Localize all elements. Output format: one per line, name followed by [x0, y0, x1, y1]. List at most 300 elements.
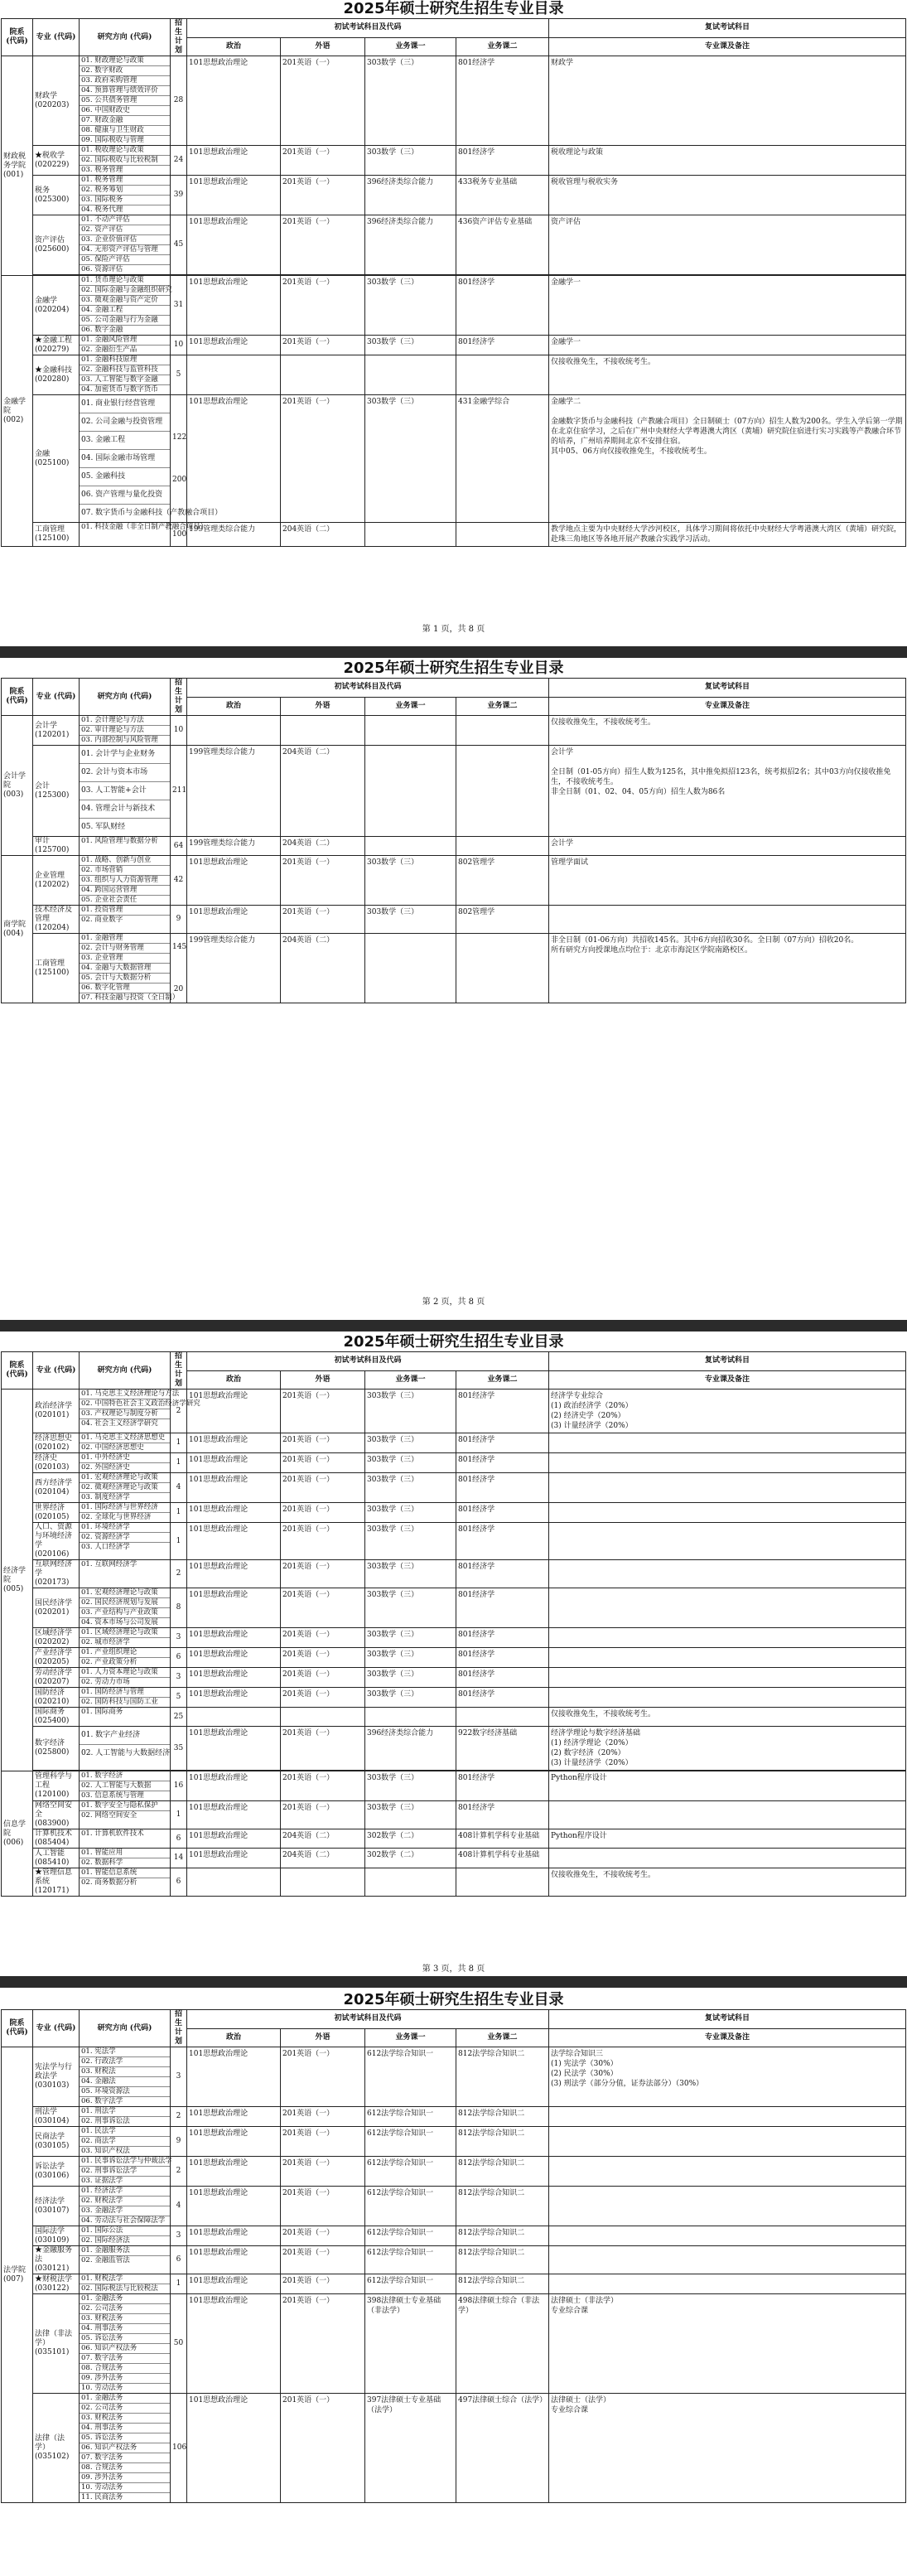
plan-value: 24	[173, 156, 184, 164]
retest-notes-cell: Python程序设计	[549, 1771, 906, 1801]
major-header: 专业 (代码)	[33, 2010, 80, 2047]
subject-one-cell: 303数学（三）	[365, 1771, 456, 1801]
page-separator	[0, 646, 907, 658]
direction-cell	[80, 1588, 171, 1628]
direction-item: 07. 科技金融与投资（全日制）	[81, 993, 180, 1002]
foreign-language-cell	[281, 1708, 365, 1727]
retest-subjects-header: 复试考试科目	[549, 2010, 906, 2029]
foreign-language-cell: 201英语（一）	[281, 1473, 365, 1503]
politics-header: 政治	[187, 697, 281, 716]
retest-notes-cell: 金融学一	[549, 276, 906, 336]
politics-cell: 101思想政治理论	[187, 2274, 281, 2294]
foreign-language-cell: 201英语（一）	[281, 1453, 365, 1473]
subject-one-cell: 303数学（三）	[365, 1523, 456, 1560]
plan-cell	[171, 146, 187, 176]
subject-two-cell: 801经济学	[456, 1473, 549, 1503]
retest-notes-cell: 仅接收推免生，不接收统考生。	[549, 716, 906, 746]
foreign-language-cell: 204英语（二）	[281, 1849, 365, 1868]
plan-value: 9	[176, 915, 181, 923]
plan-cell	[171, 2246, 187, 2274]
direction-cell	[80, 1523, 171, 1560]
direction-item: 01. 互联网经济学	[81, 1560, 137, 1568]
direction-item: 01. 金融科技原理	[80, 355, 170, 365]
subject-one-cell: 303数学（三）	[365, 1688, 456, 1708]
direction-item: 02. 国民经济规划与发展	[80, 1598, 170, 1608]
table-row	[2, 837, 906, 856]
major-cell: 会计 (125300)	[33, 746, 80, 837]
foreign-language-cell: 201英语（一）	[281, 1433, 365, 1453]
page-footer: 第 1 页，共 8 页	[422, 625, 485, 634]
retest-notes-cell	[549, 1453, 906, 1473]
direction-item: 01. 中外经济史	[80, 1453, 170, 1463]
subject-two-cell: 433税务专业基础	[456, 176, 549, 215]
direction-item: 04. 刑事法务	[80, 2324, 170, 2334]
direction-item: 05. 公共债务管理	[80, 96, 170, 106]
subject-one-cell: 612法学综合知识一	[365, 2127, 456, 2157]
direction-cell	[80, 1473, 171, 1503]
table-row	[2, 2246, 906, 2274]
plan-value: 122	[172, 433, 187, 442]
direction-cell	[80, 276, 171, 336]
subject-one-cell: 302数学（二）	[365, 1849, 456, 1868]
retest-notes-cell	[549, 2226, 906, 2246]
direction-item: 02. 税务筹划	[80, 186, 170, 196]
subject-one-cell	[365, 1868, 456, 1897]
plan-cell	[171, 395, 187, 523]
plan-cell	[171, 1560, 187, 1588]
table-row	[2, 1727, 906, 1771]
foreign-language-cell	[281, 716, 365, 746]
foreign-language-cell: 201英语（一）	[281, 1389, 365, 1433]
politics-cell: 101思想政治理论	[187, 1849, 281, 1868]
plan-cell	[171, 1433, 187, 1453]
direction-item: 02. 金融科技与监管科技	[80, 365, 170, 375]
direction-item: 01. 产业组织理论	[80, 1648, 170, 1658]
direction-item: 02. 国防科技与国防工业	[81, 1698, 158, 1706]
politics-cell: 199管理类综合能力	[187, 934, 281, 1003]
direction-item: 01. 数字经济	[80, 1771, 170, 1781]
direction-item: 06. 资产管理与量化投资	[80, 486, 170, 505]
major-cell: 国防经济 (020210)	[33, 1688, 80, 1708]
major-cell: 网络空间安全 (083900)	[33, 1801, 80, 1829]
foreign-language-cell: 201英语（一）	[281, 395, 365, 523]
direction-item: 05. 企业社会责任	[81, 896, 137, 904]
subject-one-cell: 612法学综合知识一	[365, 2047, 456, 2107]
college-cell: 会计学院 (003)	[2, 716, 33, 856]
direction-item: 03. 政府采购管理	[80, 76, 170, 86]
direction-item: 04. 税务代理	[81, 205, 123, 214]
retest-notes-cell	[549, 2187, 906, 2226]
plan-cell	[171, 276, 187, 336]
direction-cell	[80, 2394, 171, 2503]
subject-two-cell	[456, 716, 549, 746]
subject-one-cell: 303数学（三）	[365, 146, 456, 176]
subject-two-cell: 408计算机学科专业基础	[456, 1829, 549, 1849]
table-row	[2, 2187, 906, 2226]
retest-notes-cell: 经济学理论与数字经济基础 (1) 经济学理论（20%） (2) 数字经济（20%） (3) 计量经济学（20%）	[549, 1727, 906, 1771]
exam-subjects-header: 初试考试科目及代码	[187, 1352, 549, 1371]
subject-one-cell: 303数学（三）	[365, 1588, 456, 1628]
retest-notes-cell	[549, 1433, 906, 1453]
table-row	[2, 146, 906, 176]
direction-cell	[80, 2157, 171, 2187]
college-header: 院系 (代码)	[2, 679, 33, 716]
foreign-language-cell: 201英语（一）	[281, 1771, 365, 1801]
retest-notes-cell	[549, 1688, 906, 1708]
plan-value: 3	[176, 2072, 181, 2081]
major-cell: ★管理信息系统 (120171)	[33, 1868, 80, 1897]
subject-one-cell: 612法学综合知识一	[365, 2226, 456, 2246]
direction-item: 04. 加密货币与数字货币	[81, 385, 158, 394]
major-cell: 区域经济学 (020202)	[33, 1628, 80, 1648]
direction-item: 04. 社会主义经济学研究	[81, 1419, 158, 1428]
plan-value: 35	[173, 1743, 184, 1752]
plan-value-2: 200	[172, 475, 187, 484]
subject-two-cell: 801经济学	[456, 1560, 549, 1588]
catalog-page-3	[0, 1333, 907, 1976]
direction-item: 05. 会计与大数据分析	[80, 974, 170, 984]
subject-one-cell	[365, 716, 456, 746]
direction-item: 03. 国际税务	[80, 196, 170, 205]
college-cell: 经济学院 (005)	[2, 1389, 33, 1771]
catalog-table	[1, 18, 906, 547]
plan-value: 211	[172, 786, 187, 795]
subject-two-cell: 801经济学	[456, 1453, 549, 1473]
exam-subjects-header: 初试考试科目及代码	[187, 679, 549, 698]
direction-item: 06. 资源评估	[81, 265, 123, 273]
direction-item: 01. 金融法务	[80, 2394, 170, 2404]
subject-one-cell: 612法学综合知识一	[365, 2157, 456, 2187]
major-cell: 人口、资源与环境经济学 (020106)	[33, 1523, 80, 1560]
subject-one-cell: 303数学（三）	[365, 1503, 456, 1523]
foreign-language-cell: 204英语（二）	[281, 1829, 365, 1849]
foreign-language-cell: 201英语（一）	[281, 2107, 365, 2127]
direction-item: 02. 城市经济学	[81, 1638, 130, 1646]
subject-one-cell: 303数学（三）	[365, 1560, 456, 1588]
foreign-language-header: 外语	[281, 2028, 365, 2047]
direction-cell	[80, 176, 171, 215]
plan-cell	[171, 2394, 187, 2503]
direction-item: 02. 会计与资本市场	[80, 764, 170, 782]
major-cell: 互联网经济学 (020173)	[33, 1560, 80, 1588]
direction-item: 06. 数字法学	[81, 2097, 123, 2105]
retest-notes-cell: 仅接收推免生，不接收统考生。	[549, 1708, 906, 1727]
direction-cell	[80, 1648, 171, 1668]
major-cell: 政治经济学 (020101)	[33, 1389, 80, 1433]
major-cell: 金融 (025100)	[33, 395, 80, 523]
major-cell: 诉讼法学 (030106)	[33, 2157, 80, 2187]
subject-one-cell: 303数学（三）	[365, 1453, 456, 1473]
plan-value: 14	[173, 1853, 184, 1862]
foreign-language-cell: 201英语（一）	[281, 2226, 365, 2246]
direction-item: 03. 产业结构与产业政策	[80, 1608, 170, 1618]
foreign-language-cell: 201英语（一）	[281, 1503, 365, 1523]
major-cell: 法律（法学） (035102)	[33, 2394, 80, 2503]
table-row	[2, 1801, 906, 1829]
direction-item: 09. 涉外法务	[80, 2374, 170, 2384]
foreign-language-cell: 201英语（一）	[281, 2157, 365, 2187]
subject-two-cell: 801经济学	[456, 276, 549, 336]
direction-header: 研究方向 (代码)	[80, 2010, 171, 2047]
table-row	[2, 1668, 906, 1688]
retest-notes-cell	[549, 2127, 906, 2157]
direction-header: 研究方向 (代码)	[80, 1352, 171, 1389]
politics-cell: 101思想政治理论	[187, 1560, 281, 1588]
politics-cell: 101思想政治理论	[187, 276, 281, 336]
subject-two-cell: 431金融学综合	[456, 395, 549, 523]
college-header: 院系 (代码)	[2, 19, 33, 56]
direction-item: 02. 全球化与世界经济	[81, 1513, 152, 1521]
direction-cell	[80, 1727, 171, 1771]
direction-item: 04. 金融法	[80, 2077, 170, 2087]
major-cell: 国际法学 (030109)	[33, 2226, 80, 2246]
plan-value: 2	[176, 2167, 181, 2175]
politics-cell: 101思想政治理论	[187, 2394, 281, 2503]
direction-item: 02. 公司法务	[80, 2304, 170, 2314]
retest-notes-cell: 金融学二 金融数字货币与金融科技（产教融合项目）全日制硕士（07方向）招生人数为200名。学生入学后第一学期在北京住宿学习，之后在广州中央财经大学粤港澳大湾区（黄埔）研究院住宿进行实习实践等产教融合环节的培养，广州培养期间北京不安排住宿。 其中05、06方向仅接收推免生，不接收统考生。	[549, 395, 906, 523]
direction-cell	[80, 1868, 171, 1897]
direction-item: 01. 宪法学	[80, 2047, 170, 2057]
politics-cell: 101思想政治理论	[187, 176, 281, 215]
direction-cell	[80, 1560, 171, 1588]
subject-one-cell: 303数学（三）	[365, 276, 456, 336]
foreign-language-cell: 201英语（一）	[281, 856, 365, 906]
college-cell: 信息学院 (006)	[2, 1771, 33, 1897]
page-title: 2025年硕士研究生招生专业目录	[343, 1991, 564, 2008]
plan-cell	[171, 2127, 187, 2157]
direction-item: 01. 金融服务法	[80, 2246, 170, 2256]
politics-cell: 101思想政治理论	[187, 1453, 281, 1473]
plan-cell	[171, 1829, 187, 1849]
subject-two-cell: 801经济学	[456, 336, 549, 355]
subject-two-cell: 801经济学	[456, 56, 549, 146]
subject-two-cell: 922数字经济基础	[456, 1727, 549, 1771]
direction-item: 04. 管理会计与新技术	[80, 800, 170, 819]
subject-two-cell: 801经济学	[456, 1688, 549, 1708]
politics-cell: 101思想政治理论	[187, 906, 281, 934]
direction-item: 08. 合规法务	[80, 2463, 170, 2473]
table-row	[2, 1503, 906, 1523]
plan-cell	[171, 56, 187, 146]
subject-one-cell: 303数学（三）	[365, 1668, 456, 1688]
table-row	[2, 1389, 906, 1433]
plan-value: 145	[172, 942, 187, 951]
college-cell: 财政税务学院 (001)	[2, 56, 33, 276]
foreign-language-cell: 201英语（一）	[281, 1668, 365, 1688]
plan-cell	[171, 1801, 187, 1829]
direction-item: 11. 民商法务	[81, 2493, 123, 2501]
retest-notes-cell: 仅接收推免生，不接收统考生。	[549, 355, 906, 395]
plan-value: 16	[173, 1781, 184, 1790]
subject-one-cell: 303数学（三）	[365, 1628, 456, 1648]
politics-cell: 101思想政治理论	[187, 395, 281, 523]
plan-header: 招生计划	[171, 19, 187, 56]
foreign-language-cell: 201英语（一）	[281, 1628, 365, 1648]
direction-item: 02. 金融衍生产品	[81, 346, 137, 354]
direction-item: 04. 金融工程	[80, 306, 170, 316]
direction-cell	[80, 2246, 171, 2274]
direction-item: 01. 刑法学	[80, 2107, 170, 2117]
direction-item: 08. 健康与卫生财政	[80, 126, 170, 136]
politics-cell: 101思想政治理论	[187, 2157, 281, 2187]
plan-cell	[171, 1503, 187, 1523]
subject-two-cell: 812法学综合知识二	[456, 2187, 549, 2226]
politics-cell: 101思想政治理论	[187, 1648, 281, 1668]
subject-two-cell: 801经济学	[456, 1433, 549, 1453]
subject-two-cell: 802管理学	[456, 906, 549, 934]
retest-notes-cell	[549, 906, 906, 934]
direction-item: 01. 会计学与企业财务	[80, 746, 170, 764]
direction-item: 01. 国际经济与世界经济	[80, 1503, 170, 1513]
direction-item: 05. 环境资源法	[80, 2087, 170, 2097]
direction-item: 03. 企业管理	[80, 954, 170, 964]
plan-cell	[171, 355, 187, 395]
direction-item: 01. 智能信息系统	[80, 1868, 170, 1878]
politics-cell: 101思想政治理论	[187, 1473, 281, 1503]
politics-cell	[187, 716, 281, 746]
subject-one-cell	[365, 523, 456, 547]
direction-item: 02. 商业数字	[81, 916, 123, 924]
table-row	[2, 2127, 906, 2157]
table-row	[2, 2226, 906, 2246]
major-header: 专业 (代码)	[33, 19, 80, 56]
direction-item: 01. 不动产评估	[80, 215, 170, 225]
subject-two-cell: 801经济学	[456, 1389, 549, 1433]
subject-two-header: 业务课二	[456, 2028, 549, 2047]
politics-cell: 101思想政治理论	[187, 1433, 281, 1453]
direction-cell	[80, 1453, 171, 1473]
table-row	[2, 395, 906, 523]
direction-item: 01. 国际商务	[81, 1708, 123, 1716]
exam-subjects-header: 初试考试科目及代码	[187, 19, 549, 38]
retest-notes-cell: 法学综合知识三 (1) 宪法学（30%） (2) 民法学（30%） (3) 刑法学（部分分值，证券法部分）（30%）	[549, 2047, 906, 2107]
retest-notes-cell	[549, 2157, 906, 2187]
major-cell: ★金融工程 (020279)	[33, 336, 80, 355]
direction-item: 01. 金融管理	[80, 934, 170, 944]
retest-notes-header: 专业课及备注	[549, 1370, 906, 1389]
direction-item: 07. 数字货币与金融科技（产教融合项目）	[81, 509, 223, 517]
plan-cell	[171, 716, 187, 746]
politics-cell: 101思想政治理论	[187, 1727, 281, 1771]
catalog-table	[1, 678, 906, 1003]
politics-cell: 101思想政治理论	[187, 2107, 281, 2127]
major-cell: 国际商务 (025400)	[33, 1708, 80, 1727]
subject-one-cell: 398法律硕士专业基础（非法学）	[365, 2294, 456, 2394]
subject-one-cell	[365, 837, 456, 856]
direction-item: 01. 智能应用	[80, 1849, 170, 1858]
retest-notes-header: 专业课及备注	[549, 697, 906, 716]
table-row	[2, 2274, 906, 2294]
table-row	[2, 906, 906, 934]
major-cell: 经济史 (020103)	[33, 1453, 80, 1473]
table-row	[2, 746, 906, 837]
plan-value: 10	[173, 726, 184, 734]
direction-cell	[80, 215, 171, 275]
direction-item: 01. 马克思主义经济理论与方法	[81, 1389, 180, 1398]
direction-item: 01. 人力资本理论与政策	[80, 1668, 170, 1678]
table-row	[2, 2294, 906, 2394]
major-cell: 数字经济 (025800)	[33, 1727, 80, 1771]
retest-notes-header: 专业课及备注	[549, 37, 906, 56]
direction-item: 03. 信息系统与管理	[81, 1791, 144, 1800]
retest-notes-cell	[549, 1560, 906, 1588]
direction-item: 03. 人工智能+会计	[80, 782, 170, 800]
table-row	[2, 1688, 906, 1708]
direction-item: 09. 国际税收与管理	[81, 136, 144, 144]
direction-cell	[80, 56, 171, 146]
direction-cell	[80, 1389, 200, 1433]
direction-item: 01. 税收理论与政策	[80, 146, 170, 156]
direction-item: 02. 劳动力市场	[81, 1678, 130, 1686]
direction-item: 04. 刑事法务	[80, 2424, 170, 2433]
direction-item: 01. 金融风险管理	[80, 336, 170, 346]
major-cell: 民商法学 (030105)	[33, 2127, 80, 2157]
table-row	[2, 1523, 906, 1560]
major-cell: 刑法学 (030104)	[33, 2107, 80, 2127]
politics-cell: 199管理类综合能力	[187, 837, 281, 856]
subject-one-cell	[365, 746, 456, 837]
catalog-table	[1, 1351, 906, 1897]
subject-one-cell: 303数学（三）	[365, 1648, 456, 1668]
subject-one-cell	[365, 355, 456, 395]
foreign-language-header: 外语	[281, 37, 365, 56]
subject-two-cell: 498法律硕士综合（非法学）	[456, 2294, 549, 2394]
plan-value-2: 20	[173, 984, 184, 993]
retest-subjects-header: 复试考试科目	[549, 1352, 906, 1371]
direction-item: 03. 金融法学	[80, 2206, 170, 2216]
direction-item: 02. 国际税收与比较税制	[80, 156, 170, 166]
foreign-language-cell: 201英语（一）	[281, 1688, 365, 1708]
foreign-language-cell: 201英语（一）	[281, 2047, 365, 2107]
exam-subjects-header: 初试考试科目及代码	[187, 2010, 549, 2029]
college-cell: 金融学院 (002)	[2, 276, 33, 547]
major-cell: 技术经济及管理 (120204)	[33, 906, 80, 934]
major-cell: 金融学 (020204)	[33, 276, 80, 336]
plan-cell	[171, 1771, 187, 1801]
direction-item: 02. 国际经济法	[81, 2236, 130, 2245]
direction-item: 02. 审计理论与方法	[80, 726, 170, 736]
subject-one-cell: 612法学综合知识一	[365, 2107, 456, 2127]
retest-notes-cell: 仅接收推免生，不接收统考生。	[549, 1868, 906, 1897]
retest-notes-cell	[549, 2274, 906, 2294]
foreign-language-cell: 201英语（一）	[281, 336, 365, 355]
retest-notes-cell: 非全日制（01-06方向）共招收145名。其中6方向招收30名。全日制（07方向）招收20名。 所有研究方向授课地点均位于：北京市海淀区学院南路校区。	[549, 934, 906, 1003]
subject-one-cell: 612法学综合知识一	[365, 2187, 456, 2226]
retest-notes-cell: 财政学	[549, 56, 906, 146]
page-footer: 第 3 页，共 8 页	[422, 1965, 485, 1974]
politics-cell	[187, 1868, 281, 1897]
plan-header: 招生计划	[171, 679, 187, 716]
direction-item: 02. 微观经济理论与政策	[80, 1483, 170, 1493]
politics-cell: 101思想政治理论	[187, 1668, 281, 1688]
politics-header: 政治	[187, 2028, 281, 2047]
plan-cell	[171, 2226, 187, 2246]
retest-notes-cell: 税收管理与税收实务	[549, 176, 906, 215]
direction-item: 03. 微观金融与资产定价	[80, 296, 170, 306]
direction-item: 02. 公司法务	[80, 2404, 170, 2414]
retest-notes-cell	[549, 1473, 906, 1503]
direction-item: 10. 劳动法务	[80, 2483, 170, 2493]
retest-notes-cell: 法律硕士（非法学） 专业综合课	[549, 2294, 906, 2394]
major-cell: 产业经济学 (020205)	[33, 1648, 80, 1668]
foreign-language-cell: 201英语（一）	[281, 176, 365, 215]
direction-item: 01. 财税法学	[80, 2274, 170, 2284]
direction-item: 01. 马克思主义经济思想史	[80, 1433, 170, 1443]
foreign-language-cell: 201英语（一）	[281, 146, 365, 176]
politics-cell: 101思想政治理论	[187, 1688, 281, 1708]
plan-value: 42	[173, 876, 184, 884]
direction-item: 01. 会计理论与方法	[80, 716, 170, 726]
